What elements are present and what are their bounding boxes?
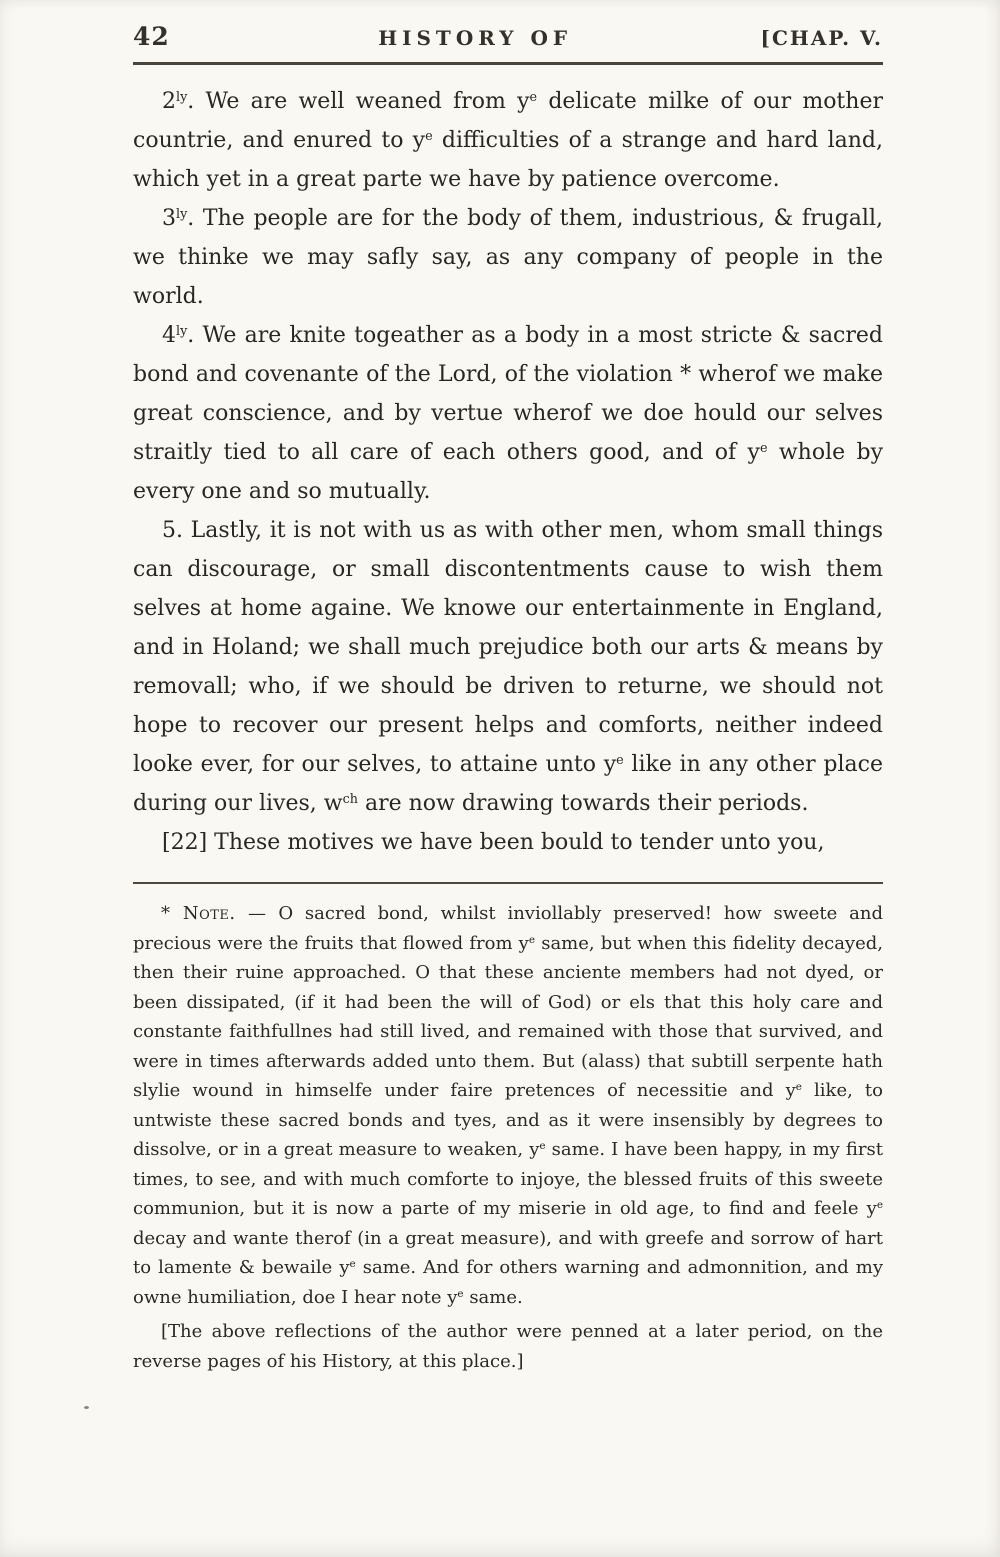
header-rule	[133, 62, 883, 65]
footnote-marker: * Note. —	[161, 903, 267, 924]
chapter-label: [CHAP. V.	[760, 26, 883, 50]
footnote-body: O sacred bond, whilst inviollably preserved! how sweete and precious were the fruits that flowed from $y^e$ same, but when this fidelity decayed, then their ruine approached. O that these anciente members had not dyed, or been dissipated, (if it had been the will of God) or els that this holy care and constante faithfullnes had still lived, and remained with those that survived, and were in times afterwards added unto them. But (alass) that subtill serpente hath slylie wound in himselfe under faire pretences of necessitie and $y^e$ like, to untwiste these sacred bonds and tyes, and as it were insensibly by degrees to dissolve, or in a great measure to weaken, $y^e$ same. I have been happy, in my first times, to see, and with much comforte to injoye, the blessed fruits of this sweete communion, but it is now a parte of my miserie in old age, to find and feele $y^e$ decay and wante therof (in a great measure), and with greefe and sorrow of hart to lamente & bewaile $y^e$ same. And for others warning and admonnition, and my owne humiliation, doe I hear note $y^e$ same.	[133, 903, 883, 1308]
editor-note: [The above reflections of the author were penned at a later period, on the reverse pages of his History, at this place.]	[133, 1321, 883, 1372]
page-number: 42	[133, 22, 170, 51]
footnote-rule	[133, 882, 883, 884]
body-paragraph-4ly: $4^{ly}$. We are knite togeather as a body in a most stricte & sacred bond and covenante of the Lord, of the violation * wherof we make great conscience, and by vertue wherof we doe hould our selves straitly tied to all care of each others good, and of $y^e$ whole by every one and so mutually.	[133, 323, 883, 504]
footnote-text	[133, 899, 883, 1312]
main-text	[133, 82, 883, 862]
scan-artifact-dot	[84, 1406, 89, 1409]
body-paragraph-22: [22] These motives we have been bould to tender unto you,	[162, 830, 825, 855]
body-paragraph-5: 5. Lastly, it is not with us as with other men, whom small things can discourage, or small discontentments cause to wish them selves at home againe. We knowe our entertainmente in England, and in Holand; we shall much prejudice both our arts & means by removall; who, if we should be driven to returne, we should not hope to recover our present helps and comforts, neither indeed looke ever, for our selves, to attaine unto $y^e$ like in any other place during our lives, $w^{ch}$ are now drawing towards their periods.	[133, 518, 883, 816]
footnote-section	[133, 899, 883, 1376]
running-title: HISTORY OF	[378, 26, 573, 50]
body-paragraph-2ly: $2^{ly}$. We are well weaned from $y^e$ delicate milke of our mother countrie, and enured to $y^e$ difficulties of a strange and hard land, which yet in a great parte we have by patience overcome.	[133, 89, 883, 192]
page-header	[133, 22, 883, 51]
body-paragraph-3ly: $3^{ly}$. The people are for the body of them, industrious, & frugall, we thinke we may safly say, as any company of people in the world.	[133, 206, 883, 309]
